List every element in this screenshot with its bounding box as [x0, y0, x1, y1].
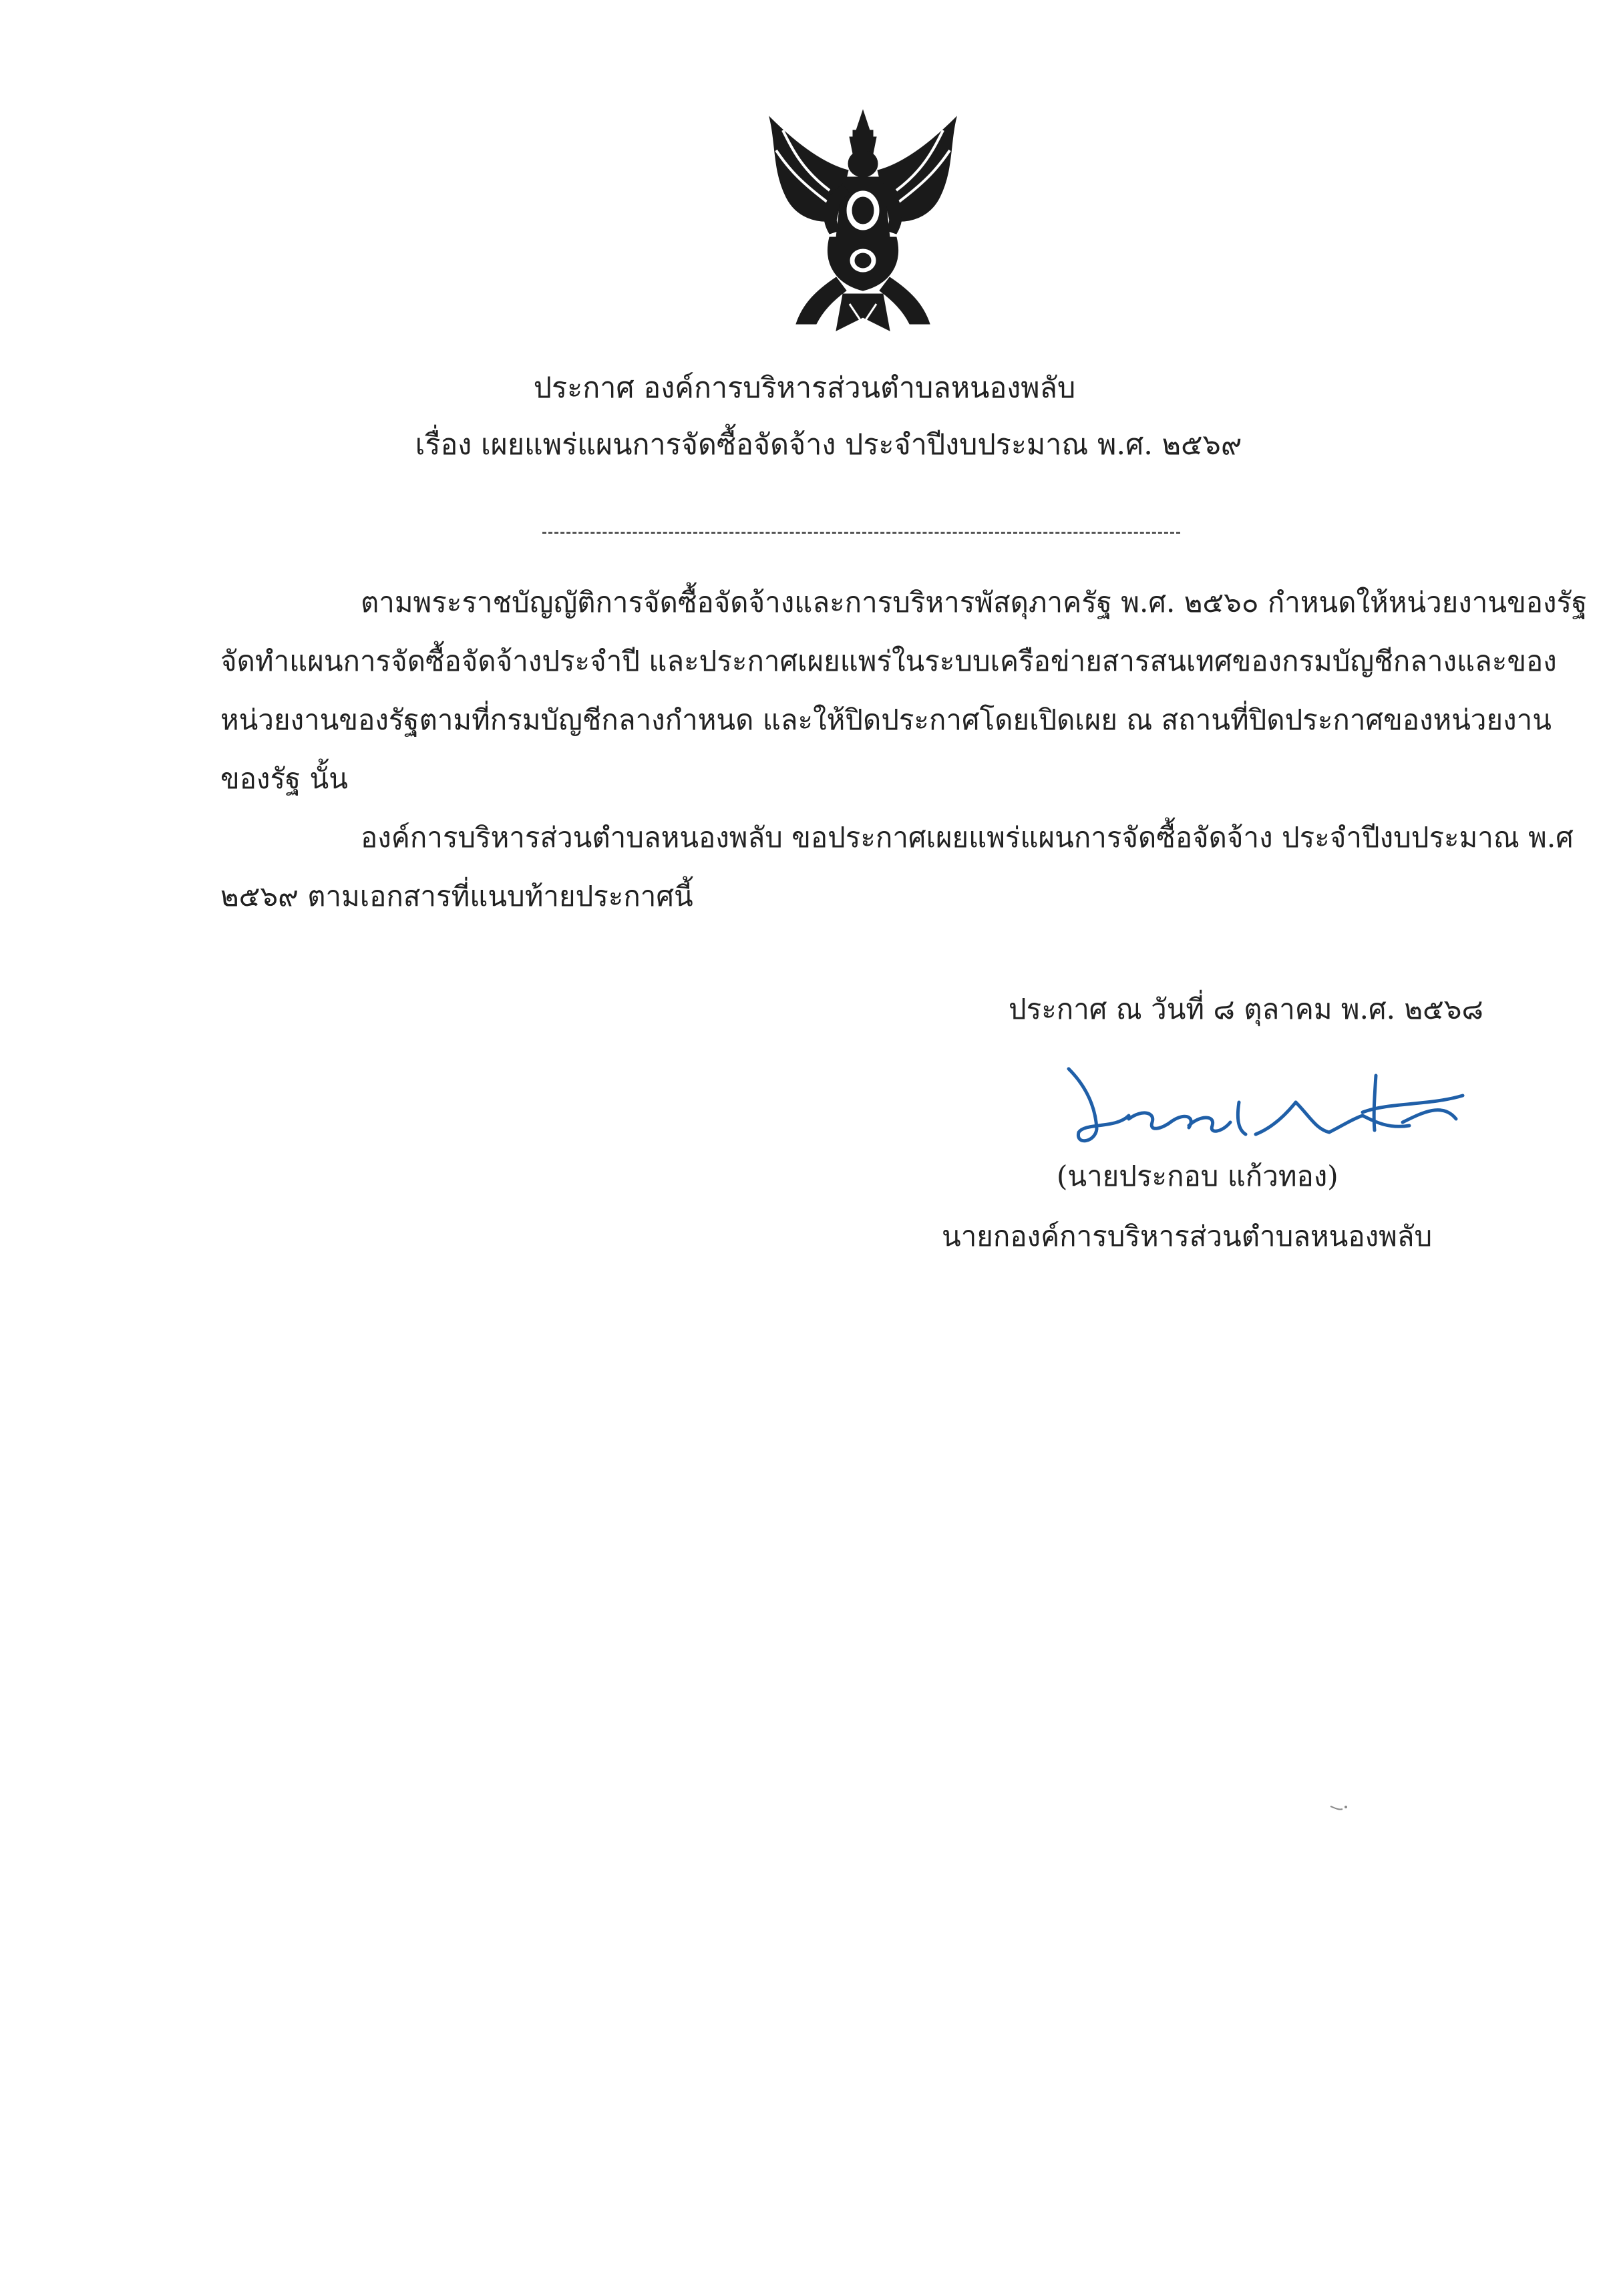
paragraph-1-line-2: จัดทำแผนการจัดซื้อจัดจ้างประจำปี และประกาศเผยแพร่ในระบบเครือข่ายสารสนเทศของกรมบัญชีกลางและของ [220, 645, 1557, 677]
announcement-date: ประกาศ ณ วันที่ ๘ ตุลาคม พ.ศ. ๒๕๖๘ [1009, 993, 1483, 1025]
paragraph-1-line-3: หน่วยงานของรัฐตามที่กรมบัญชีกลางกำหนด และให้ปิดประกาศโดยเปิดเผย ณ สถานที่ปิดประกาศของหน่วยงาน [220, 703, 1552, 736]
paragraph-2-line-1: องค์การบริหารส่วนตำบลหนองพลับ ขอประกาศเผยแพร่แผนการจัดซื้อจัดจ้าง ประจำปีงบประมาณ พ.ศ [361, 821, 1574, 854]
signer-title: นายกองค์การบริหารส่วนตำบลหนองพลับ [942, 1220, 1433, 1253]
body-paragraph-1 [220, 573, 1588, 808]
garuda-emblem-icon [756, 104, 970, 337]
paragraph-1-line-1: ตามพระราชบัญญัติการจัดซื้อจัดจ้างและการบริหารพัสดุภาครัฐ พ.ศ. ๒๕๖๐ กำหนดให้หน่วยงานของรัฐ [361, 586, 1588, 619]
dashed-divider [542, 532, 1180, 534]
announcement-title: ประกาศ องค์การบริหารส่วนตำบลหนองพลับ [533, 371, 1076, 405]
paragraph-2-line-2: ๒๕๖๙ ตามเอกสารที่แนบท้ายประกาศนี้ [220, 880, 693, 913]
paragraph-1-line-4: ของรัฐ นั้น [220, 762, 348, 795]
announcement-subject: เรื่อง เผยแพร่แผนการจัดซื้อจัดจ้าง ประจำปีงบประมาณ พ.ศ. ๒๕๖๙ [415, 428, 1242, 462]
signer-name: (นายประกอบ แก้วทอง) [1057, 1160, 1338, 1192]
body-paragraph-2 [220, 808, 1574, 926]
scan-speck [1329, 1804, 1349, 1813]
handwritten-signature [1055, 1055, 1483, 1162]
